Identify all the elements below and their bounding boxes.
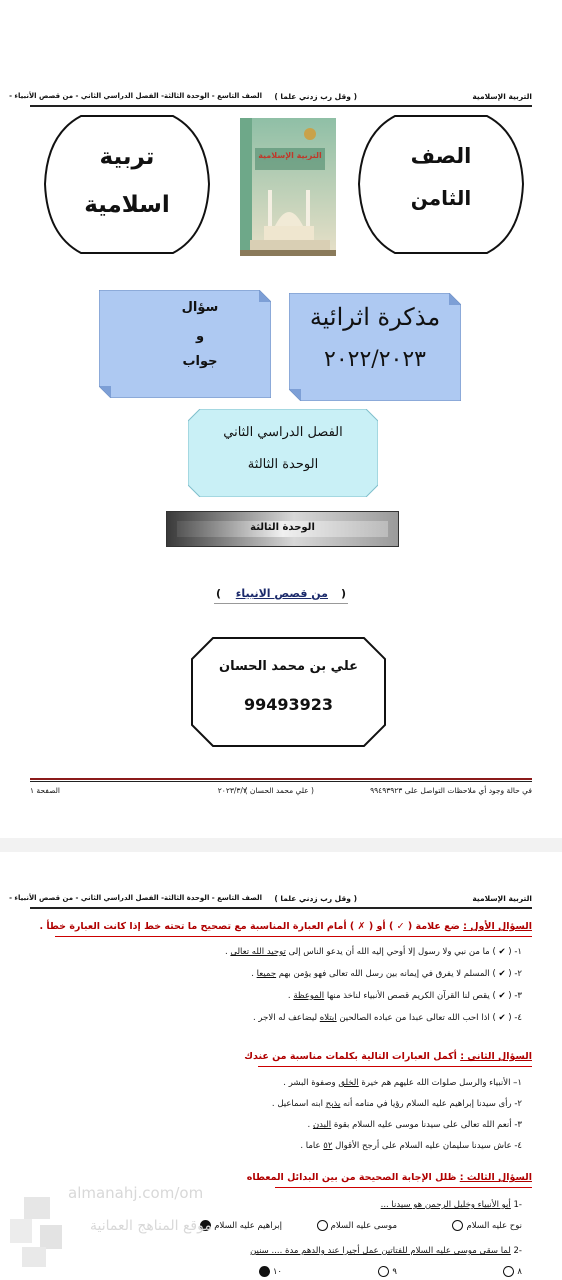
footer-divider-thin — [30, 781, 532, 782]
header-divider-2 — [30, 907, 532, 909]
page-header — [9, 92, 532, 106]
check-mark-icon: ✔ — [498, 947, 506, 957]
watermark-arabic: موقع المناهج العمانية — [90, 1218, 212, 1234]
header-motto-2: ( وقل رب زدني علما ) — [274, 894, 357, 903]
q2-item — [283, 1078, 522, 1088]
q3-heading-underline — [275, 1187, 532, 1188]
q3-option-label: ٨ — [517, 1267, 522, 1277]
q1-item-answer: ( ✔ ) — [489, 991, 515, 1001]
q3-item-number: -1 — [513, 1200, 522, 1210]
q3-label: السؤال الثالث : — [459, 1172, 532, 1183]
header-divider — [30, 105, 532, 107]
q3-item-text: أبو الأنبياء وخليل الرحمن هو سيدنا ... — [380, 1200, 511, 1210]
lesson-underline — [214, 603, 348, 604]
grade-line1: الصف — [410, 144, 472, 168]
q2-item-answer: يذبح — [325, 1099, 341, 1109]
q3-item — [381, 1200, 522, 1210]
q1-item — [251, 969, 522, 979]
lesson-title: من قصص الانبياء — [235, 587, 328, 600]
q2-item — [308, 1120, 522, 1130]
q1-instruction: ضع علامة ( ✓ ) أو ( ✗ ) أمام العبارة المناسبة مع تصحيح ما تحته خط إذا كانت العبارة خطأ . — [39, 921, 460, 932]
radio-icon[interactable] — [317, 1220, 328, 1231]
page-header-2 — [9, 894, 532, 908]
q3-instruction: ظلل الإجابة الصحيحة من بين البدائل المعطاه — [246, 1172, 457, 1183]
q2-item-text-end: . — [307, 1120, 313, 1130]
q2-label: السؤال الثاني : — [460, 1051, 532, 1062]
unit-label: الوحدة الثالثة — [247, 457, 319, 472]
footer-author: ( علي محمد الحسان ) — [244, 786, 314, 795]
radio-icon[interactable] — [378, 1266, 389, 1277]
q3-option[interactable] — [256, 1266, 282, 1277]
q1-item-answer: ( ✔ ) — [489, 969, 515, 979]
page-2 — [0, 852, 562, 1280]
q3-option-label: نوح عليه السلام — [466, 1221, 522, 1231]
watermark-logo — [10, 1197, 65, 1267]
qa-box — [99, 290, 271, 398]
memo-title: مذكرة اثرائية — [309, 303, 441, 331]
q2-item-answer: ٥٢ — [323, 1141, 333, 1151]
q1-item-text: اذا احب الله تعالى عبدا من عباده الصالحين — [336, 1013, 490, 1023]
q2-item-answer: البدن — [312, 1120, 332, 1130]
subject-octagon — [43, 114, 211, 255]
q2-item-number: ٤ — [517, 1141, 522, 1151]
q1-item-text: المسلم لا يفرق في إيمانه بين رسل الله تعالى فهو يؤمن بهم — [276, 969, 490, 979]
q1-item-number: ١- — [514, 947, 522, 957]
q2-item-text: - عاش سيدنا سليمان عليه السلام على أرجح الأقوال — [332, 1141, 518, 1151]
q1-item-text: ما من نبي ولا رسول إلا أوحي إليه الله أن يدعو الناس إلى — [285, 947, 490, 957]
q1-item-answer: ( ✔ ) — [489, 947, 515, 957]
q3-option-label: ٩ — [392, 1267, 397, 1277]
footer-contact: في حالة وجود أي ملاحظات التواصل على ٩٩٤٩٣٩٢٣ — [370, 786, 532, 795]
unit-bar-label: الوحدة الثالثة — [250, 522, 315, 533]
q1-item-number: ٢- — [514, 969, 522, 979]
header-motto: ( وقل رب زدني علما ) — [274, 92, 357, 101]
author-name: علي بن محمد الحسان — [218, 659, 359, 674]
q3-option[interactable] — [500, 1266, 522, 1277]
q1-item-text-end: . — [287, 991, 294, 1001]
lesson-open: ( — [340, 587, 346, 600]
q3-item-number: -2 — [513, 1246, 522, 1256]
q1-item-underlined: توحيد الله تعالى — [230, 947, 286, 957]
q1-item-underlined: ابتلاه — [319, 1013, 337, 1023]
term-label: الفصل الدراسي الثاني — [223, 425, 343, 440]
author-octagon — [191, 637, 386, 747]
q1-item-answer: ( ✔ ) — [489, 1013, 515, 1023]
header-subject-2: التربية الإسلامية — [472, 894, 532, 903]
radio-icon[interactable] — [259, 1266, 270, 1277]
q3-heading — [247, 1172, 532, 1183]
q1-item — [225, 947, 522, 957]
q1-item — [288, 991, 522, 1001]
q2-item — [272, 1099, 522, 1109]
qa-line3: جواب — [182, 354, 218, 369]
q3-option[interactable] — [449, 1220, 522, 1231]
q1-item-underlined: الموعظة — [293, 991, 325, 1001]
radio-icon[interactable] — [503, 1266, 514, 1277]
q2-item-text-end: عاما . — [300, 1141, 324, 1151]
q1-item — [253, 1013, 522, 1023]
footer-divider — [30, 778, 532, 780]
q3-option-label: إبراهيم عليه السلام — [214, 1221, 282, 1231]
memo-year: ٢٠٢٢/٢٠٢٣ — [324, 347, 426, 372]
check-mark-icon: ✔ — [498, 991, 506, 1001]
term-box — [188, 409, 378, 497]
q2-item-number: ٣ — [517, 1120, 522, 1130]
unit-bar — [166, 511, 399, 547]
q2-item-text: - رأى سيدنا إبراهيم عليه السلام رؤيا في منامه أنه — [340, 1099, 518, 1109]
q1-item-underlined: جميعا — [256, 969, 277, 979]
q2-item-text-end: ابنه اسماعيل . — [271, 1099, 326, 1109]
q1-item-number: ٤- — [514, 1013, 522, 1023]
book-cover-image — [240, 118, 336, 256]
header-details: الصف التاسع - الوحدة الثالثة- الفصل الدراسي الثاني - من قصص الأنبياء - — [9, 92, 262, 100]
grade-octagon — [357, 114, 525, 255]
q2-heading — [244, 1051, 532, 1062]
q3-item-text: لما سقى موسى عليه السلام للفتاتين عمل أجيرا عند والدهم مدة .... سنين — [250, 1246, 511, 1256]
q3-option[interactable] — [375, 1266, 397, 1277]
lesson-close: ) — [216, 587, 222, 600]
check-mark-icon: ✔ — [498, 1013, 506, 1023]
q2-item-answer: الخلق — [338, 1078, 359, 1088]
watermark-url: almanahj.com/om — [68, 1184, 204, 1202]
grade-line2: الثامن — [410, 186, 472, 210]
q2-item — [300, 1141, 522, 1151]
q2-item-text: – الأنبياء والرسل صلوات الله عليهم هم خيرة — [358, 1078, 518, 1088]
memo-box — [289, 293, 461, 401]
q2-heading-underline — [258, 1066, 532, 1067]
qa-line2: و — [195, 329, 205, 344]
subject-line1: تربية — [99, 144, 155, 170]
author-phone: 99493923 — [243, 695, 334, 714]
q1-label: السؤال الأول : — [463, 921, 532, 932]
q1-item-number: ٣- — [514, 991, 522, 1001]
q1-item-text: يقص لنا القرآن الكريم قصص الأنبياء لناخذ منها — [324, 991, 490, 1001]
q1-heading-underline — [55, 936, 532, 937]
q2-item-number: ١ — [517, 1078, 522, 1088]
header-details-2: الصف التاسع - الوحدة الثالثة- الفصل الدراسي الثاني - من قصص الأنبياء - — [9, 894, 262, 902]
qa-line1: سؤال — [181, 300, 219, 315]
page-footer — [30, 786, 532, 798]
q3-option-label: موسى عليه السلام — [330, 1221, 397, 1231]
q3-item — [250, 1246, 522, 1256]
subject-line2: اسلامية — [84, 192, 170, 218]
q1-heading — [39, 921, 532, 932]
header-subject: التربية الإسلامية — [472, 92, 532, 101]
q2-instruction: أكمل العبارات التالية بكلمات مناسبة من عندك — [244, 1051, 457, 1062]
book-title: التربية الإسلامية — [258, 151, 322, 160]
q1-item-text-end: . — [224, 947, 231, 957]
footer-page: الصفحة ١ — [30, 786, 60, 795]
q2-item-text-end: وصفوة البشر . — [283, 1078, 339, 1088]
q3-option-label: ١٠ — [272, 1267, 282, 1277]
footer-date: ٢٠٢٣/٣/٢ — [217, 786, 247, 795]
q1-item-text-end: . — [251, 969, 257, 979]
check-mark-icon: ✔ — [498, 969, 506, 979]
q2-item-text: - أنعم الله تعالى على سيدنا موسى عليه السلام بقوة — [331, 1120, 518, 1130]
q1-item-text-end: ليضاعف له الاجر . — [253, 1013, 320, 1023]
radio-icon[interactable] — [452, 1220, 463, 1231]
q3-option[interactable] — [314, 1220, 397, 1231]
q2-item-number: ٢ — [517, 1099, 522, 1109]
